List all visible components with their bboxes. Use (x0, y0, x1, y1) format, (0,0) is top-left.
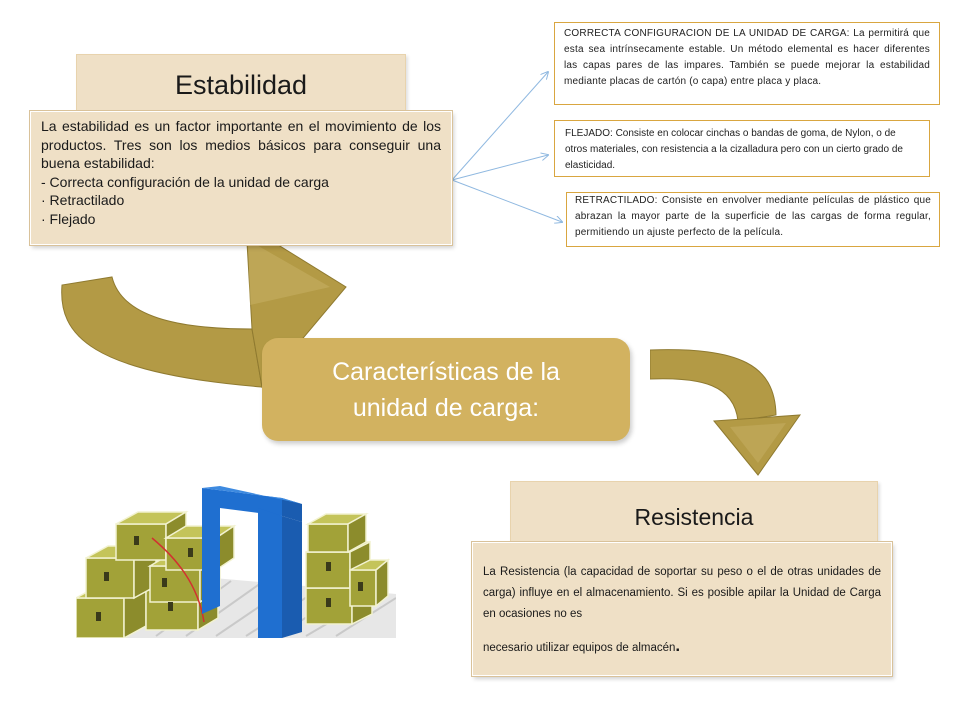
stability-title: Estabilidad (174, 69, 308, 100)
note-retractilado-text: RETRACTILADO: Consiste en envolver mediante películas de plástico que abrazan la mayor parte de la superficie de las cargas de forma regular, permitiendo un ajuste perfecto de la película. (575, 195, 931, 238)
note-flejado (554, 120, 930, 177)
connector-to-flejado (452, 155, 548, 180)
stability-item-configuracion: - Correcta configuración de la unidad de carga (41, 173, 329, 190)
note-configuracion-text: CORRECTA CONFIGURACION DE LA UNIDAD DE CARGA: La permitirá que esta sea intrínsecamente estable. Un método elemental es hacer diferentes las capas pares de las impares. También se puede mejorar la estabilidad mediante placas de cartón (o capa) entre placa y placa. (564, 28, 930, 87)
curved-arrow-down-icon (650, 345, 810, 495)
resistance-end-mark: . (675, 636, 681, 655)
center-title-box (262, 338, 630, 441)
connector-to-configuracion (452, 72, 548, 180)
connector-to-retractilado (452, 180, 562, 222)
stability-item-retractilado: · Retractilado (41, 192, 125, 208)
resistance-title-box (510, 481, 878, 551)
resistance-text-last: necesario utilizar equipos de almacén. (483, 636, 681, 655)
note-flejado-text: FLEJADO: Consiste en colocar cinchas o bandas de goma, de Nylon, o de otros materiales, con resistencia a la cizalladura pero con un cierto grado de elasticidad. (565, 128, 903, 171)
stability-text-box (30, 111, 452, 245)
stability-intro: La estabilidad es un factor importante en el movimiento de los productos. Tres son los medios básicos para conseguir una buena estabilidad: (41, 118, 441, 171)
note-retractilado (566, 192, 940, 247)
center-title-line1: Características de la (332, 357, 560, 386)
stability-item-flejado: · Flejado (41, 210, 96, 227)
resistance-text-box (472, 542, 892, 676)
note-configuracion (554, 22, 940, 105)
center-title-line2: unidad de carga: (352, 393, 540, 422)
resistance-text: La Resistencia (la capacidad de soportar su peso o el de otras unidades de carga) influye en el almacenamiento. Si es posible apilar la Unidad de Carga en ocasiones no es (483, 566, 881, 620)
load-unit-illustration (76, 486, 396, 638)
resistance-title: Resistencia (634, 504, 754, 530)
